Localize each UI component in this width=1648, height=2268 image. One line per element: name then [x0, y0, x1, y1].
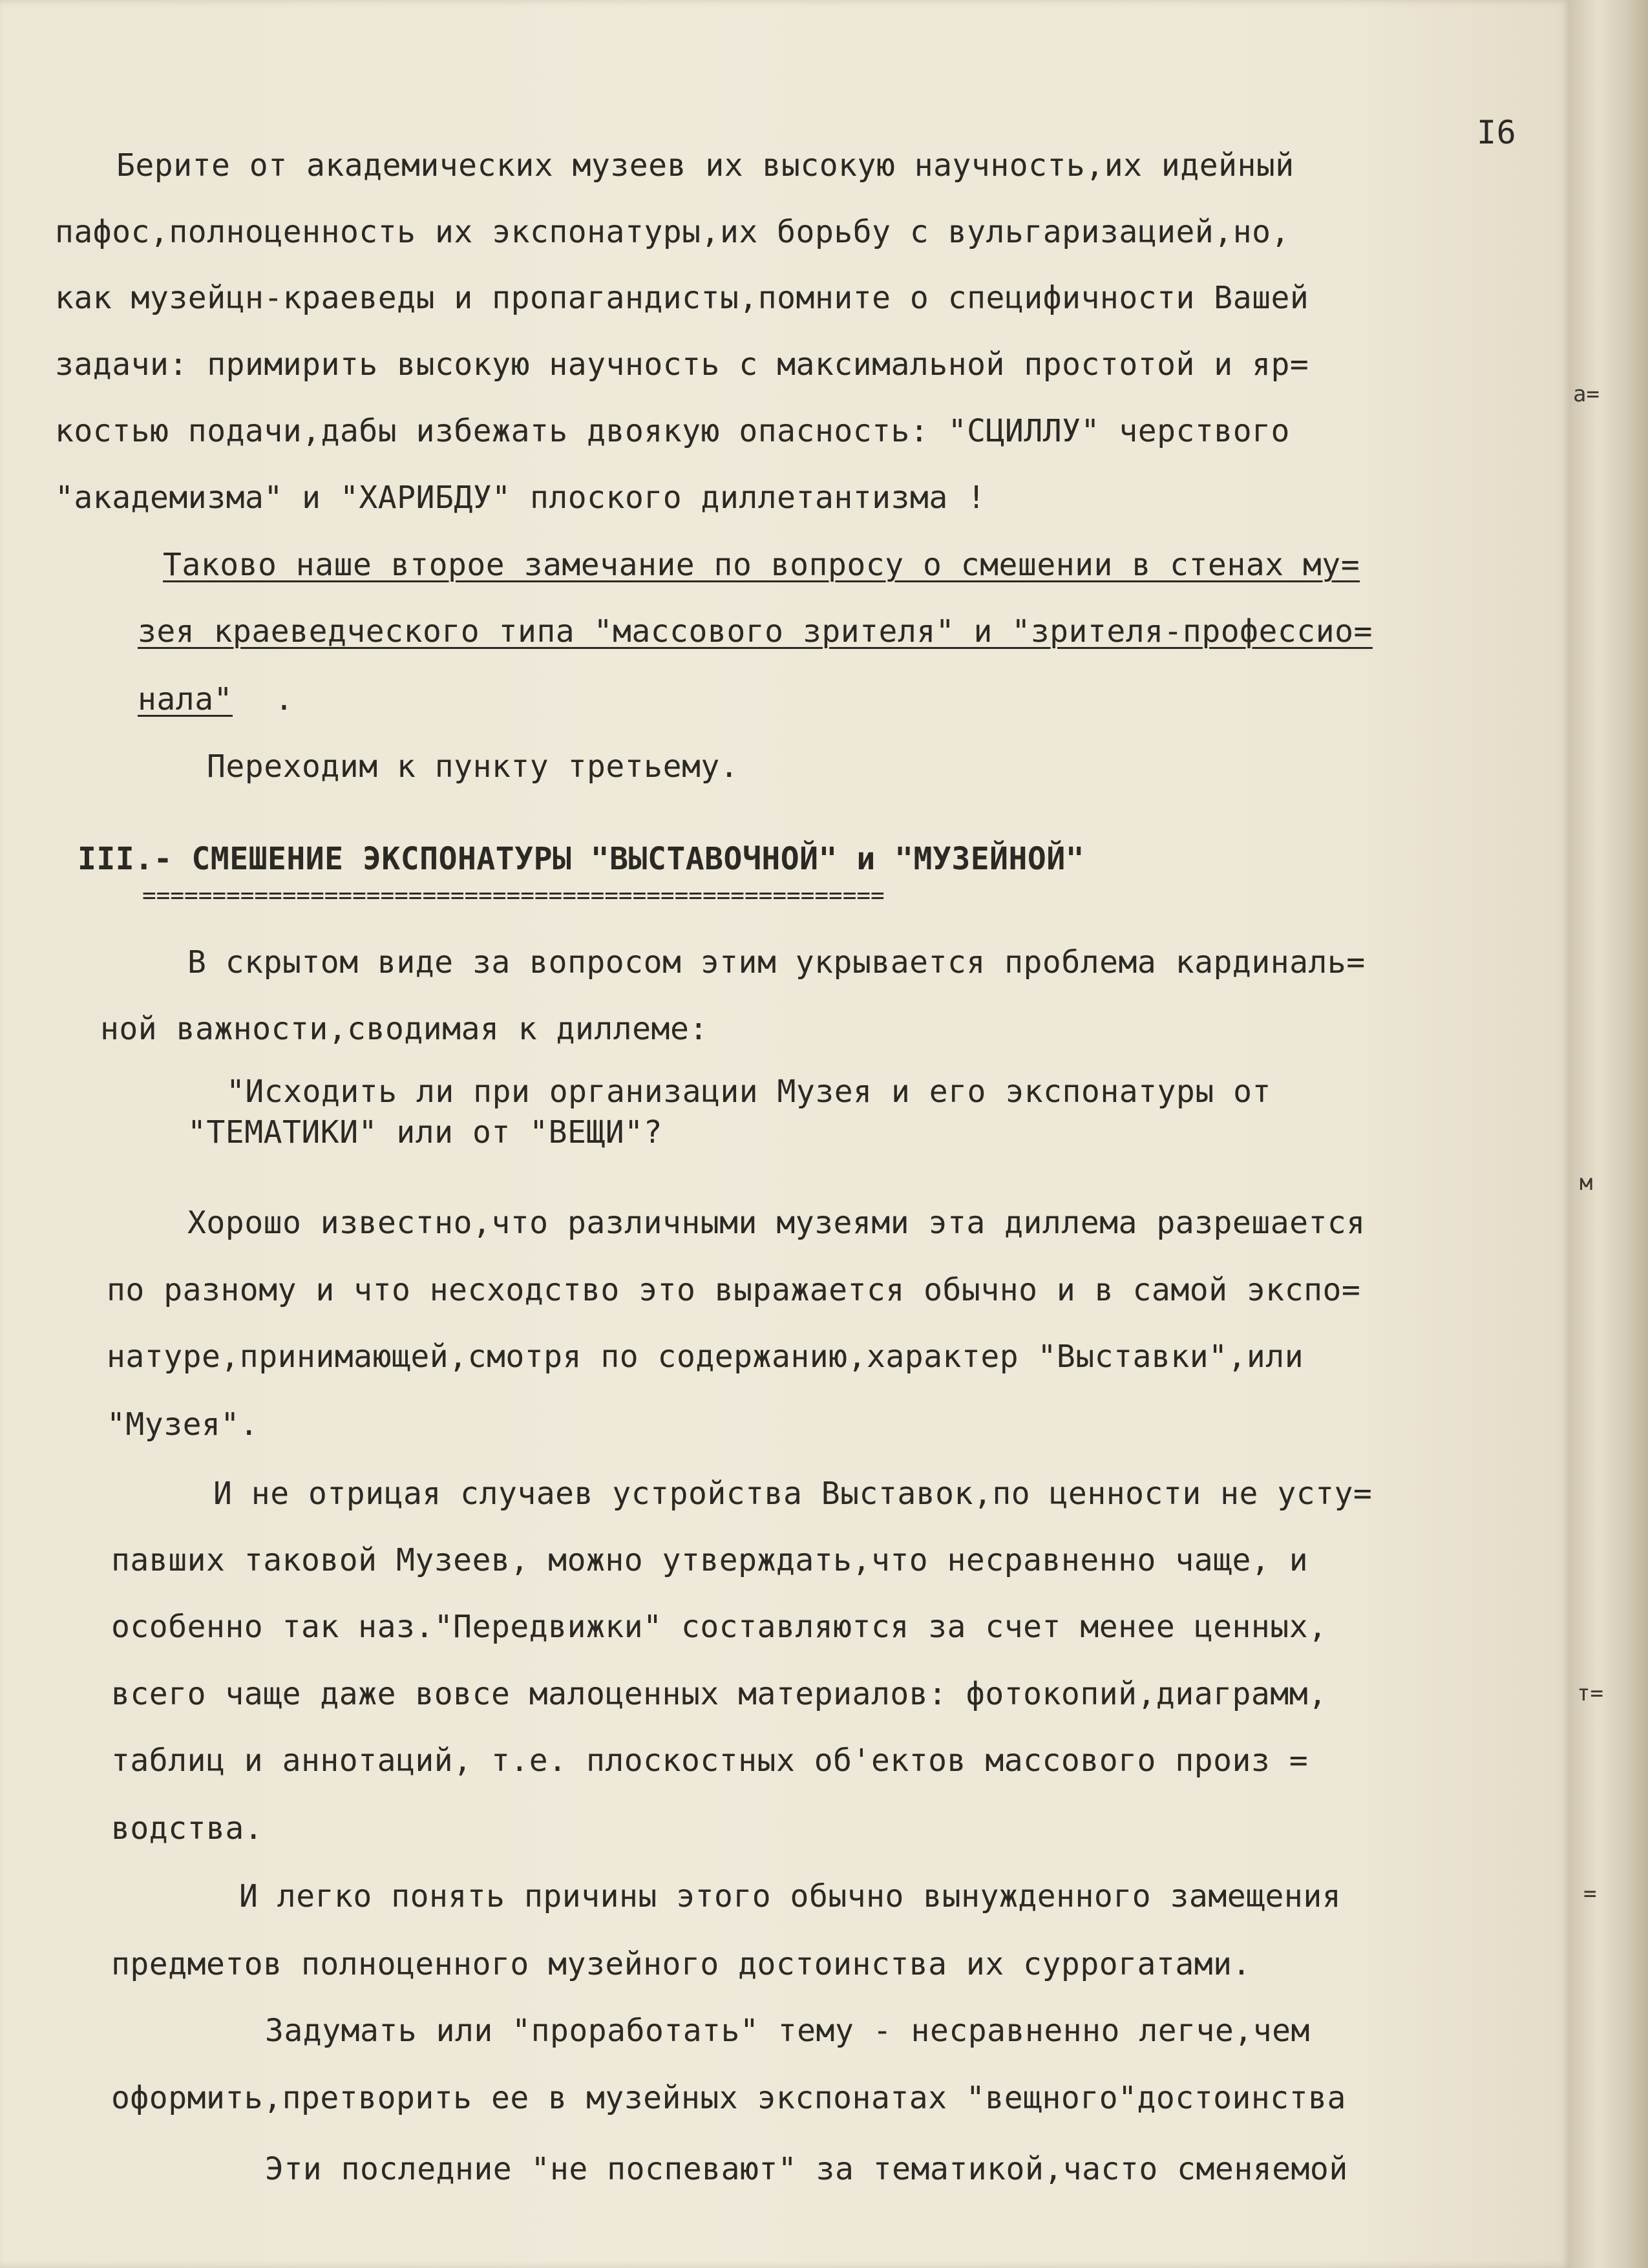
transition-line: Переходим к пункту третьему. — [207, 748, 739, 785]
paragraph-5-line-2: павших таковой Музеев, можно утверждать,что несравненно чаще, и — [111, 1542, 1309, 1578]
quote-line-2: "ТЕМАТИКИ" или от "ВЕЩИ"? — [187, 1114, 662, 1150]
paragraph-2-period: . — [275, 681, 294, 717]
paragraph-1-line-4: задачи: примирить высокую научность с максимальной простотой и яр= — [55, 346, 1309, 383]
paragraph-5-line-1: И не отрицая случаев устройства Выставок,по ценности не усту= — [213, 1476, 1373, 1512]
page-edge — [1570, 0, 1648, 2268]
paragraph-4-line-2: по разному и что несходство это выражается обычно и в самой экспо= — [107, 1272, 1361, 1308]
quote-line-1: "Исходить ли при организации Музея и его экспонатуры от — [226, 1074, 1271, 1110]
paragraph-7-line-2: оформить,претворить ее в музейных экспонатах "вещного"достоинства — [111, 2080, 1346, 2116]
margin-mark-4: = — [1583, 1881, 1597, 1907]
paragraph-3-line-1: В скрытом виде за вопросом этим укрывается проблема кардиналь= — [187, 944, 1366, 980]
paragraph-5-line-3: особенно так наз."Передвижки" составляются за счет менее ценных, — [111, 1609, 1327, 1645]
paragraph-8-line-1: Эти последние "не поспевают" за тематикой,часто сменяемой — [265, 2151, 1348, 2187]
paragraph-4-line-1: Хорошо известно,что различными музеями эта диллема разрешается — [187, 1205, 1366, 1241]
paragraph-1-line-3: как музейцн-краеведы и пропагандисты,помните о специфичности Вашей — [55, 280, 1309, 316]
paragraph-1-line-5: костью подачи,дабы избежать двоякую опасность: "СЦИЛЛУ" черствого — [55, 413, 1290, 449]
paragraph-6-line-1: И легко понять причины этого обычно вынужденного замещения — [239, 1878, 1342, 1914]
margin-mark-1: а= — [1573, 381, 1600, 407]
paragraph-6-line-2: предметов полноценного музейного достоинства их суррогатами. — [111, 1946, 1251, 1982]
paragraph-1-line-2: пафос,полноценность их экспонатуры,их борьбу с вульгаризацией,но, — [55, 214, 1290, 250]
paragraph-2-line-2: зея краеведческого типа "массового зрителя" и "зрителя-профессио= — [138, 613, 1373, 650]
margin-mark-2: м — [1579, 1170, 1593, 1196]
section-heading: III.- СМЕШЕНИЕ ЭКСПОНАТУРЫ "ВЫСТАВОЧНОЙ" и "МУЗЕЙНОЙ" — [78, 841, 1085, 877]
paragraph-3-line-2: ной важности,сводимая к диллеме: — [100, 1011, 708, 1047]
page-number: I6 — [1477, 114, 1517, 151]
paragraph-7-line-1: Задумать или "проработать" тему - несравненно легче,чем — [265, 2013, 1310, 2049]
section-heading-rule: ===================================================== — [142, 882, 885, 909]
paragraph-5-line-4: всего чаще даже вовсе малоценных материалов: фотокопий,диаграмм, — [111, 1676, 1327, 1712]
paragraph-1-line-6: "академизма" и "ХАРИБДУ" плоского диллетантизма ! — [55, 480, 986, 516]
paragraph-2-line-3: нала" — [138, 681, 233, 717]
paragraph-1-line-1: Берите от академических музеев их высокую научность,их идейный — [116, 147, 1294, 184]
margin-mark-3: т= — [1577, 1680, 1603, 1706]
paragraph-4-line-4: "Музея". — [107, 1406, 259, 1443]
paragraph-5-line-5: таблиц и аннотаций, т.е. плоскостных об'ектов массового произ = — [111, 1743, 1309, 1779]
paragraph-4-line-3: натуре,принимающей,смотря по содержанию,характер "Выставки",или — [107, 1339, 1304, 1375]
paragraph-2-line-1: Таково наше второе замечание по вопросу о смешении в стенах му= — [163, 547, 1360, 583]
paragraph-5-line-6: водства. — [111, 1810, 264, 1847]
